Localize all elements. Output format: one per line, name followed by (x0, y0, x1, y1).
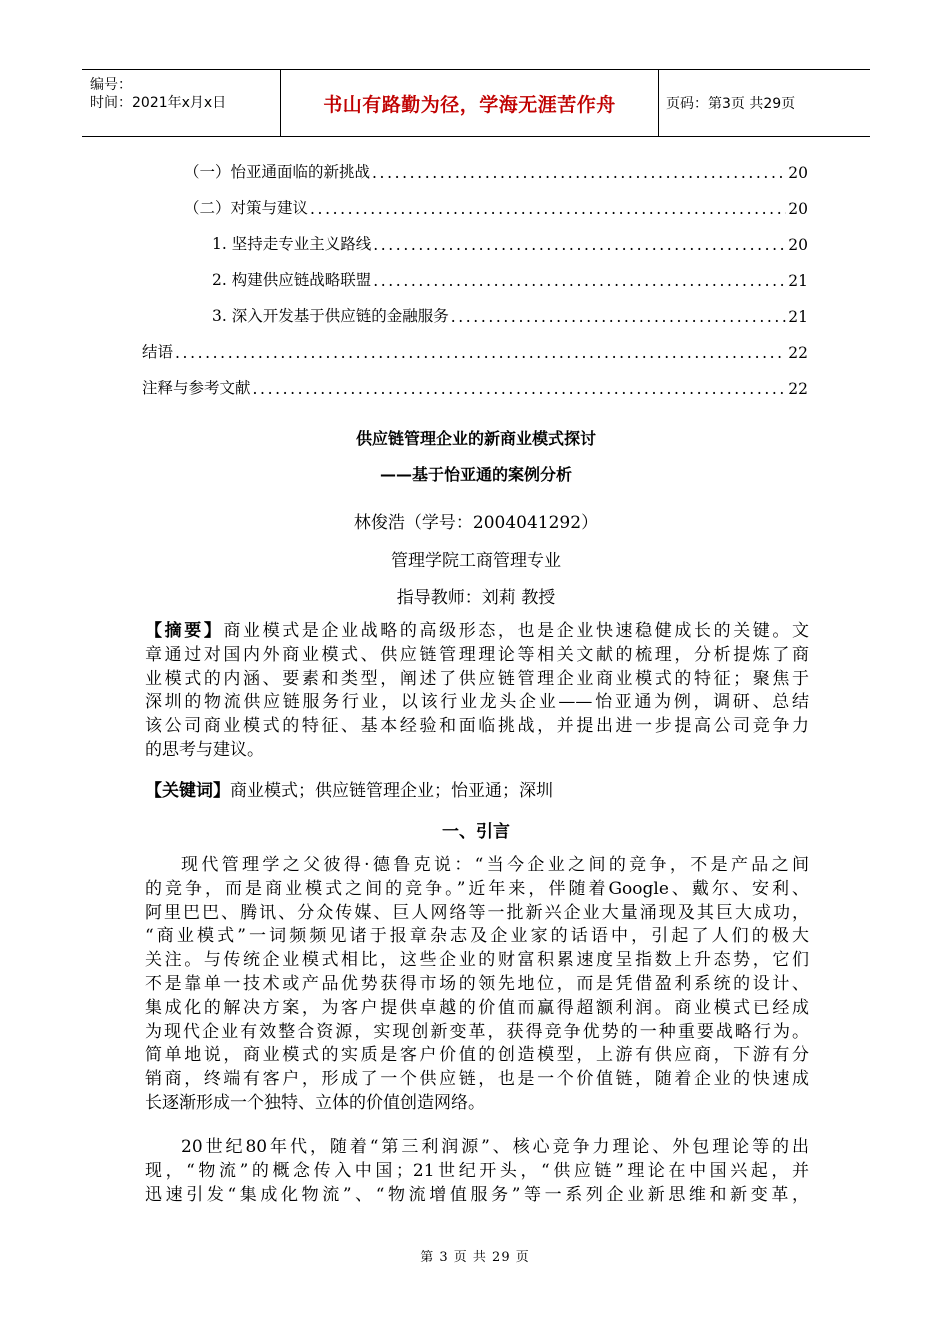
toc-entry-page: 20 (788, 200, 808, 218)
toc-entry-title: 2. 构建供应链战略联盟 (212, 271, 372, 289)
page-label: 页码：第3页 共29页 (666, 96, 796, 112)
toc-entry-page: 22 (788, 380, 808, 398)
keywords-paragraph (145, 780, 809, 804)
author-line: 林俊浩（学号：2004041292） (353, 513, 599, 533)
toc-entry-title: 注释与参考文献 (142, 379, 251, 397)
toc-entry[interactable] (142, 266, 808, 290)
toc-entry[interactable] (142, 374, 808, 398)
keywords-text: 商业模式；供应链管理企业；怡亚通；深圳 (230, 781, 553, 801)
toc-entry-page: 22 (788, 344, 808, 362)
abstract-label: 【摘要】 (145, 621, 224, 641)
toc-entry-page: 21 (788, 308, 808, 326)
toc-entry[interactable] (142, 158, 808, 182)
header-info-cell (82, 70, 281, 136)
toc-entry-title: （二）对策与建议 (184, 199, 309, 217)
advisor-line: 指导教师：刘莉 教授 (396, 588, 556, 608)
toc-entry[interactable] (142, 230, 808, 254)
toc-entry-page: 21 (788, 272, 808, 290)
toc-entry-page: 20 (788, 164, 808, 182)
header-page-cell (659, 70, 870, 136)
toc-entry-page: 20 (788, 236, 808, 254)
body-paragraph: 20世纪80年代，随着“第三利润源”、核心竞争力理论、外包理论等的出 现，“物流”的概念传入中国；21世纪开头，“供应链”理论在中国兴起，并 迅速引发“集成化物流”、“物流增值服务”等一系列企业新思维和新变革， (145, 1137, 809, 1205)
department-line: 管理学院工商管理专业 (391, 551, 561, 571)
toc-entry-title: 结语 (142, 343, 174, 361)
section-heading: 一、引言 (442, 822, 510, 842)
paper-title: 供应链管理企业的新商业模式探讨 (355, 429, 596, 448)
motto-text: 书山有路勤为径，学海无涯苦作舟 (323, 94, 616, 116)
keywords-label: 【关键词】 (145, 781, 230, 801)
page-header (82, 69, 870, 137)
body-paragraph: 现代管理学之父彼得·德鲁克说：“当今企业之间的竞争，不是产品之间 的竞争，而是商业模式之间的竞争。”近年来，伴随着Google、戴尔、安利、 阿里巴巴、腾讯、分众传媒、巨人网络等一批新兴企业大量涌现及其巨大成功， “商业模式”一词频频见诸于报章杂志及企业家的话语中，引起了人们的极大 关注。与传统企业模式相比，这些企业的财富积累速度呈指数上升态势，它们 不是靠单一技术或产品优势获得市场的领先地位，而是凭借盈利系统的设计、 集成化的解决方案，为客户提供卓越的价值而赢得超额利润。商业模式已经成 为现代企业有效整合资源，实现创新变革，获得竞争优势的一种重要战略行为。 简单地说，商业模式的实质是客户价值的创造模型，上游有供应商，下游有分 销商，终端有客户，形成了一个供应链，也是一个价值链，随着企业的快速成 长逐渐形成一个独特、立体的价值创造网络。 (145, 855, 809, 1113)
toc-entry-title: 3. 深入开发基于供应链的金融服务 (212, 307, 449, 325)
abstract-paragraph: 【摘要】商业模式是企业战略的高级形态，也是企业快速稳健成长的关键。文 章通过对国内外商业模式、供应链管理理论等相关文献的梳理，分析提炼了商 业模式的内涵、要素和类型，阐述了供应链管理企业商业模式的特征；聚焦于 深圳的物流供应链服务行业，以该行业龙头企业——怡亚通为例，调研、总结 该公司商业模式的特征、基本经验和面临挑战，并提出进一步提高公司竞争力 的思考与建议。 (145, 621, 810, 760)
page-footer: 第 3 页 共 29 页 (420, 1250, 530, 1265)
paper-subtitle: ——基于怡亚通的案例分析 (379, 465, 572, 484)
toc-entry-title: 1. 坚持走专业主义路线 (212, 235, 372, 253)
toc-entry[interactable] (142, 338, 808, 362)
toc-entry[interactable] (142, 194, 808, 218)
toc-entry-title: （一）怡亚通面临的新挑战 (184, 163, 371, 181)
time-label: 时间：2021年x月x日 (90, 95, 227, 111)
header-motto-cell (281, 70, 659, 136)
code-label: 编号： (90, 77, 132, 93)
toc-entry[interactable] (142, 302, 808, 326)
